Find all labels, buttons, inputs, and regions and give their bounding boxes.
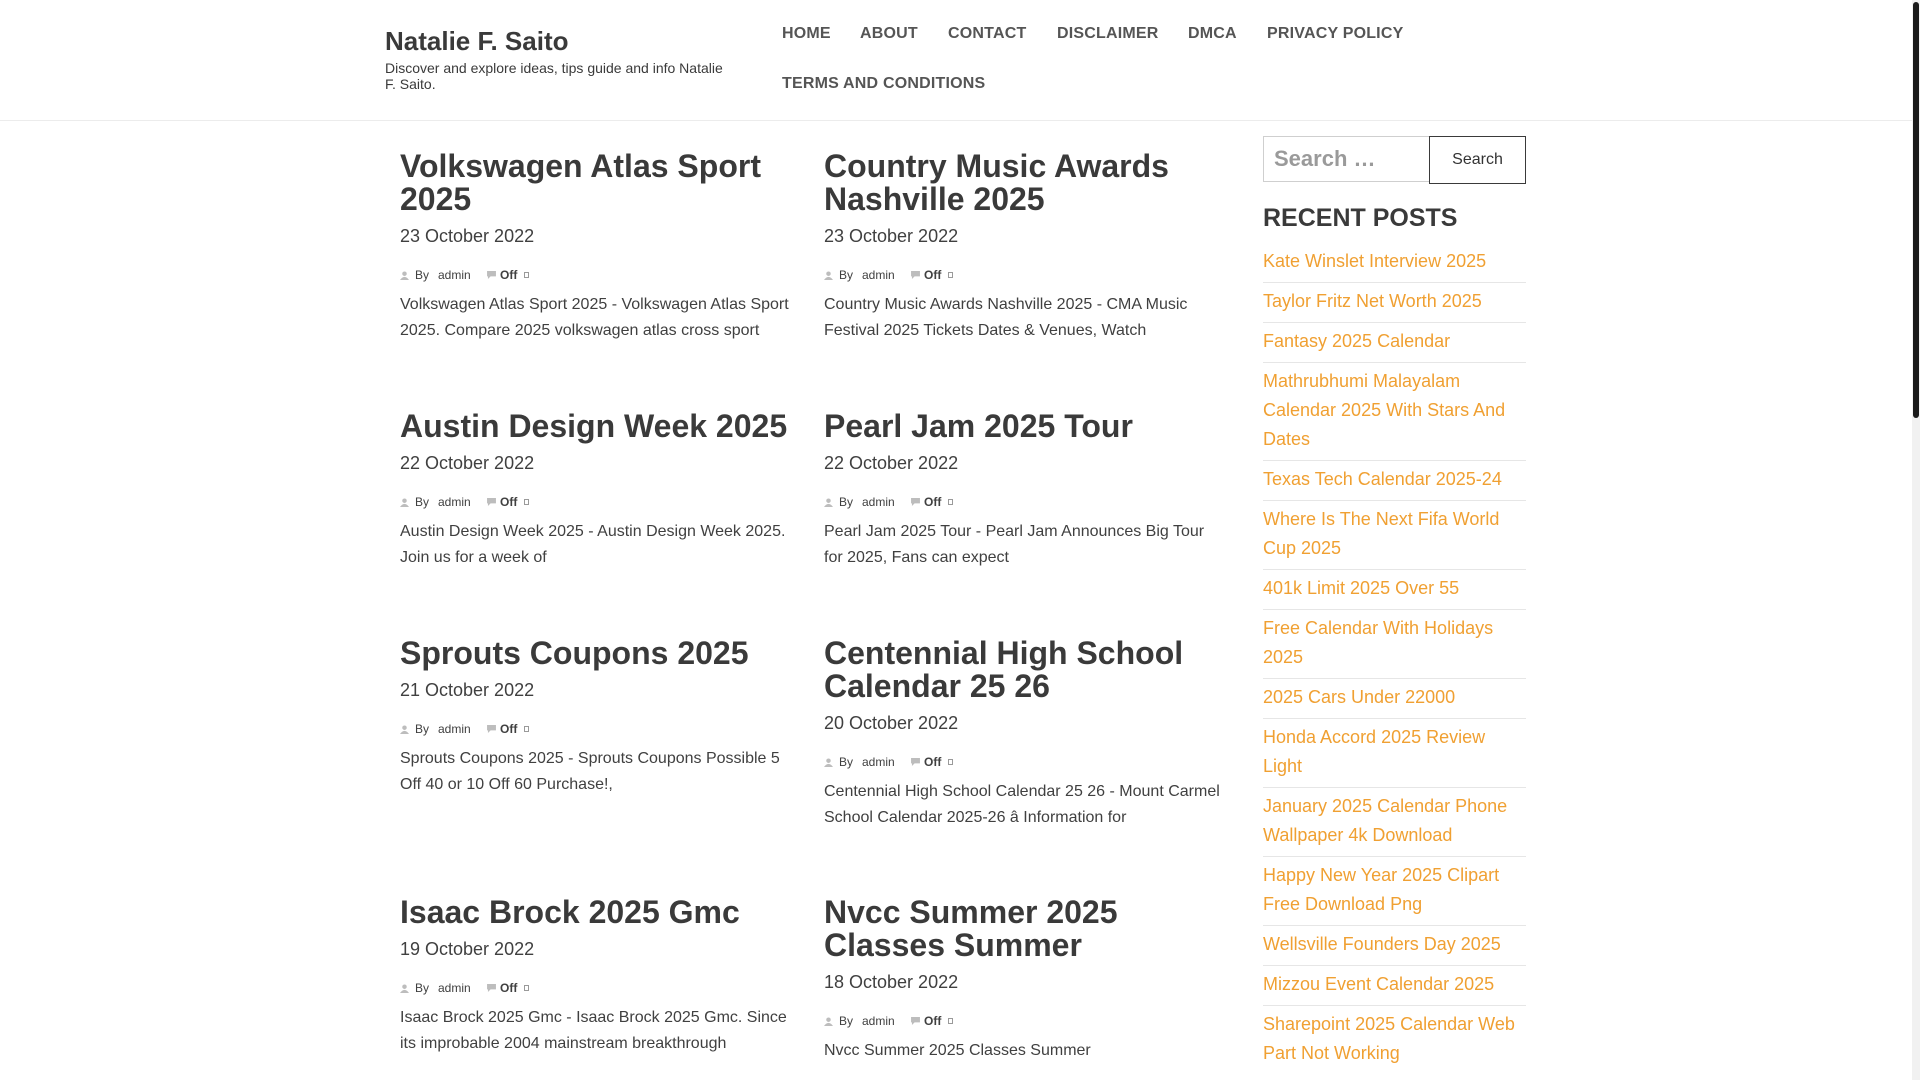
post-comments-link[interactable]: Off <box>500 268 518 282</box>
meta-by-label: By <box>415 722 430 736</box>
recent-post-link[interactable]: January 2025 Calendar Phone Wallpaper 4k Download <box>1263 796 1508 845</box>
post-meta <box>400 267 800 283</box>
recent-post-link[interactable]: Taylor Fritz Net Worth 2025 <box>1263 291 1482 311</box>
post-comments-link[interactable]: Off <box>500 981 518 995</box>
list-item <box>1263 501 1526 570</box>
recent-post-link[interactable]: Where Is The Next Fifa World Cup 2025 <box>1263 509 1500 558</box>
post-author-link[interactable]: admin <box>438 981 471 995</box>
post-author-link[interactable]: admin <box>862 268 895 282</box>
nav-item-privacy-policy[interactable]: PRIVACY POLICY <box>1267 25 1404 42</box>
nav-item-home[interactable]: HOME <box>782 25 831 42</box>
recent-posts-list <box>1263 243 1526 1074</box>
post-author-link[interactable]: admin <box>862 1014 895 1028</box>
post-date: 21 October 2022 <box>400 680 535 700</box>
list-item <box>1263 857 1526 926</box>
nav-item-about[interactable]: ABOUT <box>860 25 918 42</box>
post-comments-link[interactable]: Off <box>924 268 942 282</box>
post-excerpt: Centennial High School Calendar 25 26 - Mount Carmel School Calendar 2025-26 â Information for <box>824 783 1220 826</box>
post-excerpt: Volkswagen Atlas Sport 2025 - Volkswagen Atlas Sport 2025. Compare 2025 volkswagen atlas cross sport <box>400 296 789 339</box>
comment-icon <box>911 271 920 279</box>
post-meta <box>824 1013 1224 1029</box>
comment-icon <box>487 498 496 506</box>
post-author-link[interactable]: admin <box>862 495 895 509</box>
list-item <box>1263 926 1526 966</box>
post-card <box>824 150 1224 344</box>
post-comments-link[interactable]: Off <box>924 1014 942 1028</box>
post-card <box>400 896 800 1057</box>
post-excerpt: Austin Design Week 2025 - Austin Design Week 2025. Join us for a week of <box>400 523 786 566</box>
external-link-icon <box>948 759 953 765</box>
search-button[interactable]: Search <box>1429 136 1526 184</box>
site-description: Discover and explore ideas, tips guide and info Natalie F. Saito. <box>385 60 723 92</box>
recent-post-link[interactable]: Honda Accord 2025 Review Light <box>1263 727 1486 776</box>
external-link-icon <box>948 272 953 278</box>
post-date: 22 October 2022 <box>400 453 535 473</box>
post-date: 19 October 2022 <box>400 939 535 959</box>
meta-by-label: By <box>839 755 854 769</box>
post-title[interactable]: Austin Design Week 2025 <box>400 408 788 444</box>
post-card <box>400 637 800 798</box>
post-date: 23 October 2022 <box>400 226 535 246</box>
user-icon <box>400 984 409 993</box>
list-item <box>1263 788 1526 857</box>
post-title[interactable]: Volkswagen Atlas Sport 2025 <box>400 148 761 217</box>
comment-icon <box>911 498 920 506</box>
post-excerpt: Country Music Awards Nashville 2025 - CMA Music Festival 2025 Tickets Dates & Venues, Watch <box>824 296 1188 339</box>
post-card <box>824 410 1224 571</box>
user-icon <box>400 498 409 507</box>
list-item <box>1263 679 1526 719</box>
post-title[interactable]: Nvcc Summer 2025 Classes Summer <box>824 894 1118 963</box>
post-author-link[interactable]: admin <box>438 268 471 282</box>
recent-post-link[interactable]: Sharepoint 2025 Calendar Web Part Not Working <box>1263 1014 1515 1063</box>
list-item <box>1263 719 1526 788</box>
post-meta <box>400 980 800 996</box>
recent-post-link[interactable]: Mathrubhumi Malayalam Calendar 2025 With Stars And Dates <box>1263 371 1506 449</box>
list-item <box>1263 966 1526 1006</box>
nav-item-dmca[interactable]: DMCA <box>1188 25 1237 42</box>
post-title[interactable]: Country Music Awards Nashville 2025 <box>824 148 1169 217</box>
comment-icon <box>911 758 920 766</box>
post-excerpt: Isaac Brock 2025 Gmc - Isaac Brock 2025 Gmc. Since its improbable 2004 mainstream breakthrough <box>400 1009 787 1052</box>
post-date: 23 October 2022 <box>824 226 959 246</box>
external-link-icon <box>524 726 529 732</box>
post-author-link[interactable]: admin <box>862 755 895 769</box>
user-icon <box>400 725 409 734</box>
post-card <box>400 410 800 571</box>
list-item <box>1263 363 1526 461</box>
meta-by-label: By <box>839 495 854 509</box>
user-icon <box>824 498 833 507</box>
list-item <box>1263 283 1526 323</box>
list-item <box>1263 243 1526 283</box>
post-author-link[interactable]: admin <box>438 722 471 736</box>
post-title[interactable]: Centennial High School Calendar 25 26 <box>824 635 1184 704</box>
list-item <box>1263 1006 1526 1074</box>
nav-item-contact[interactable]: CONTACT <box>948 25 1027 42</box>
post-card <box>824 637 1224 831</box>
recent-post-link[interactable]: Mizzou Event Calendar 2025 <box>1263 974 1495 994</box>
list-item <box>1263 461 1526 501</box>
comment-icon <box>487 984 496 992</box>
post-date: 20 October 2022 <box>824 713 959 733</box>
recent-post-link[interactable]: Happy New Year 2025 Clipart Free Download Png <box>1263 865 1500 914</box>
post-meta <box>824 754 1224 770</box>
post-excerpt: Nvcc Summer 2025 Classes Summer <box>824 1042 1091 1059</box>
post-meta <box>824 267 1224 283</box>
meta-by-label: By <box>415 268 430 282</box>
user-icon <box>824 1017 833 1026</box>
post-author-link[interactable]: admin <box>438 495 471 509</box>
post-meta <box>400 494 800 510</box>
recent-post-link[interactable]: 2025 Cars Under 22000 <box>1263 687 1456 707</box>
user-icon <box>824 758 833 767</box>
list-item <box>1263 610 1526 679</box>
post-comments-link[interactable]: Off <box>924 495 942 509</box>
meta-by-label: By <box>415 495 430 509</box>
recent-post-link[interactable]: Fantasy 2025 Calendar <box>1263 331 1451 351</box>
external-link-icon <box>524 272 529 278</box>
site-branding <box>385 26 735 92</box>
comment-icon <box>487 271 496 279</box>
site-title[interactable]: Natalie F. Saito <box>385 26 569 56</box>
post-comments-link[interactable]: Off <box>924 755 942 769</box>
meta-by-label: By <box>415 981 430 995</box>
list-item <box>1263 570 1526 610</box>
post-date: 22 October 2022 <box>824 453 959 473</box>
post-title[interactable]: Sprouts Coupons 2025 <box>400 635 749 671</box>
external-link-icon <box>948 499 953 505</box>
recent-post-link[interactable]: Kate Winslet Interview 2025 <box>1263 251 1487 271</box>
external-link-icon <box>524 499 529 505</box>
meta-by-label: By <box>839 268 854 282</box>
post-excerpt: Sprouts Coupons 2025 - Sprouts Coupons Possible 5 Off 40 or 10 Off 60 Purchase!, <box>400 750 780 793</box>
external-link-icon <box>524 985 529 991</box>
post-meta <box>824 494 1224 510</box>
post-comments-link[interactable]: Off <box>500 495 518 509</box>
post-excerpt: Pearl Jam 2025 Tour - Pearl Jam Announces Big Tour for 2025, Fans can expect <box>824 523 1205 566</box>
search-input[interactable] <box>1263 136 1429 182</box>
post-title[interactable]: Pearl Jam 2025 Tour <box>824 408 1133 444</box>
comment-icon <box>487 725 496 733</box>
recent-post-link[interactable]: 401k Limit 2025 Over 55 <box>1263 578 1460 598</box>
external-link-icon <box>948 1018 953 1024</box>
post-date: 18 October 2022 <box>824 972 959 992</box>
post-card <box>400 150 800 344</box>
nav-item-disclaimer[interactable]: DISCLAIMER <box>1057 25 1159 42</box>
user-icon <box>824 271 833 280</box>
list-item <box>1263 323 1526 363</box>
post-comments-link[interactable]: Off <box>500 722 518 736</box>
post-title[interactable]: Isaac Brock 2025 Gmc <box>400 894 740 930</box>
recent-post-link[interactable]: Free Calendar With Holidays 2025 <box>1263 618 1494 667</box>
post-meta <box>400 721 800 737</box>
recent-post-link[interactable]: Wellsville Founders Day 2025 <box>1263 934 1501 954</box>
recent-posts-title: RECENT POSTS <box>1263 204 1458 232</box>
meta-by-label: By <box>839 1014 854 1028</box>
user-icon <box>400 271 409 280</box>
scrollbar-thumb[interactable] <box>1913 2 1919 418</box>
nav-item-terms-and-conditions[interactable]: TERMS AND CONDITIONS <box>782 75 986 92</box>
site-header <box>0 0 1912 121</box>
recent-post-link[interactable]: Texas Tech Calendar 2025-24 <box>1263 469 1502 489</box>
page-scrollbar[interactable] <box>1912 0 1920 1080</box>
search-form <box>1263 136 1526 184</box>
comment-icon <box>911 1017 920 1025</box>
post-card <box>824 896 1224 1064</box>
